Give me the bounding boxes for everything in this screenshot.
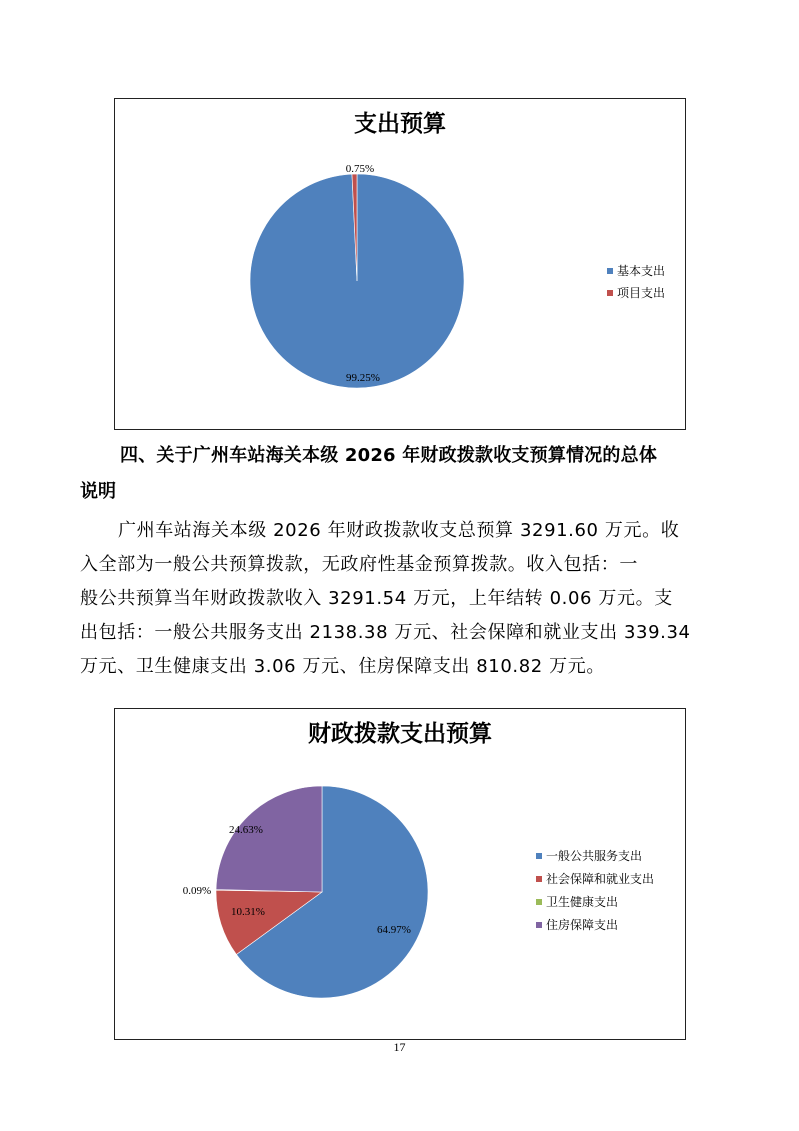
legend-label-3: 住房保障支出 xyxy=(546,918,619,932)
paragraph-line: 广州车站海关本级 2026 年财政拨款收支总预算 3291.60 万元。收 xyxy=(118,520,680,541)
legend-swatch-2 xyxy=(536,899,542,905)
pie-data-label-3: 24.63% xyxy=(229,824,263,836)
pie-slice-3 xyxy=(216,786,322,892)
legend-swatch-0 xyxy=(607,268,613,274)
paragraph-line: 出包括：一般公共服务支出 2138.38 万元、社会保障和就业支出 339.34 xyxy=(80,622,691,643)
section-heading-line1: 四、关于广州车站海关本级 2026 年财政拨款收支预算情况的总体 xyxy=(120,445,658,466)
expenditure-budget-pie-svg xyxy=(115,99,685,429)
chart-title: 支出预算 xyxy=(354,111,446,137)
legend-swatch-1 xyxy=(607,290,613,296)
paragraph-line: 般公共预算当年财政拨款收入 3291.54 万元，上年结转 0.06 万元。支 xyxy=(80,588,673,609)
pie-data-label-1: 0.75% xyxy=(345,163,375,175)
expenditure-budget-chart xyxy=(114,98,686,430)
legend-label-1: 社会保障和就业支出 xyxy=(546,872,655,886)
paragraph-line: 万元、卫生健康支出 3.06 万元、住房保障支出 810.82 万元。 xyxy=(80,656,605,677)
page-number: 17 xyxy=(393,1040,406,1054)
pie-data-label-2: 0.09% xyxy=(182,885,212,897)
legend-label-0: 一般公共服务支出 xyxy=(546,849,643,863)
pie-data-label-0: 99.25% xyxy=(346,372,380,384)
legend-label-2: 卫生健康支出 xyxy=(546,895,619,909)
pie-data-label-1: 10.31% xyxy=(231,906,265,918)
legend-label-0: 基本支出 xyxy=(617,264,666,278)
fiscal-appropriation-expenditure-chart xyxy=(114,708,686,1040)
pie-data-label-0: 64.97% xyxy=(377,924,411,936)
legend-swatch-0 xyxy=(536,853,542,859)
paragraph-line: 入全部为一般公共预算拨款，无政府性基金预算拨款。收入包括：一 xyxy=(80,554,638,575)
legend-label-1: 项目支出 xyxy=(617,286,666,300)
legend-swatch-3 xyxy=(536,922,542,928)
legend-swatch-1 xyxy=(536,876,542,882)
fiscal-appropriation-pie-svg xyxy=(115,709,685,1039)
section-heading-line2: 说明 xyxy=(80,481,116,502)
chart-title: 财政拨款支出预算 xyxy=(308,721,492,747)
